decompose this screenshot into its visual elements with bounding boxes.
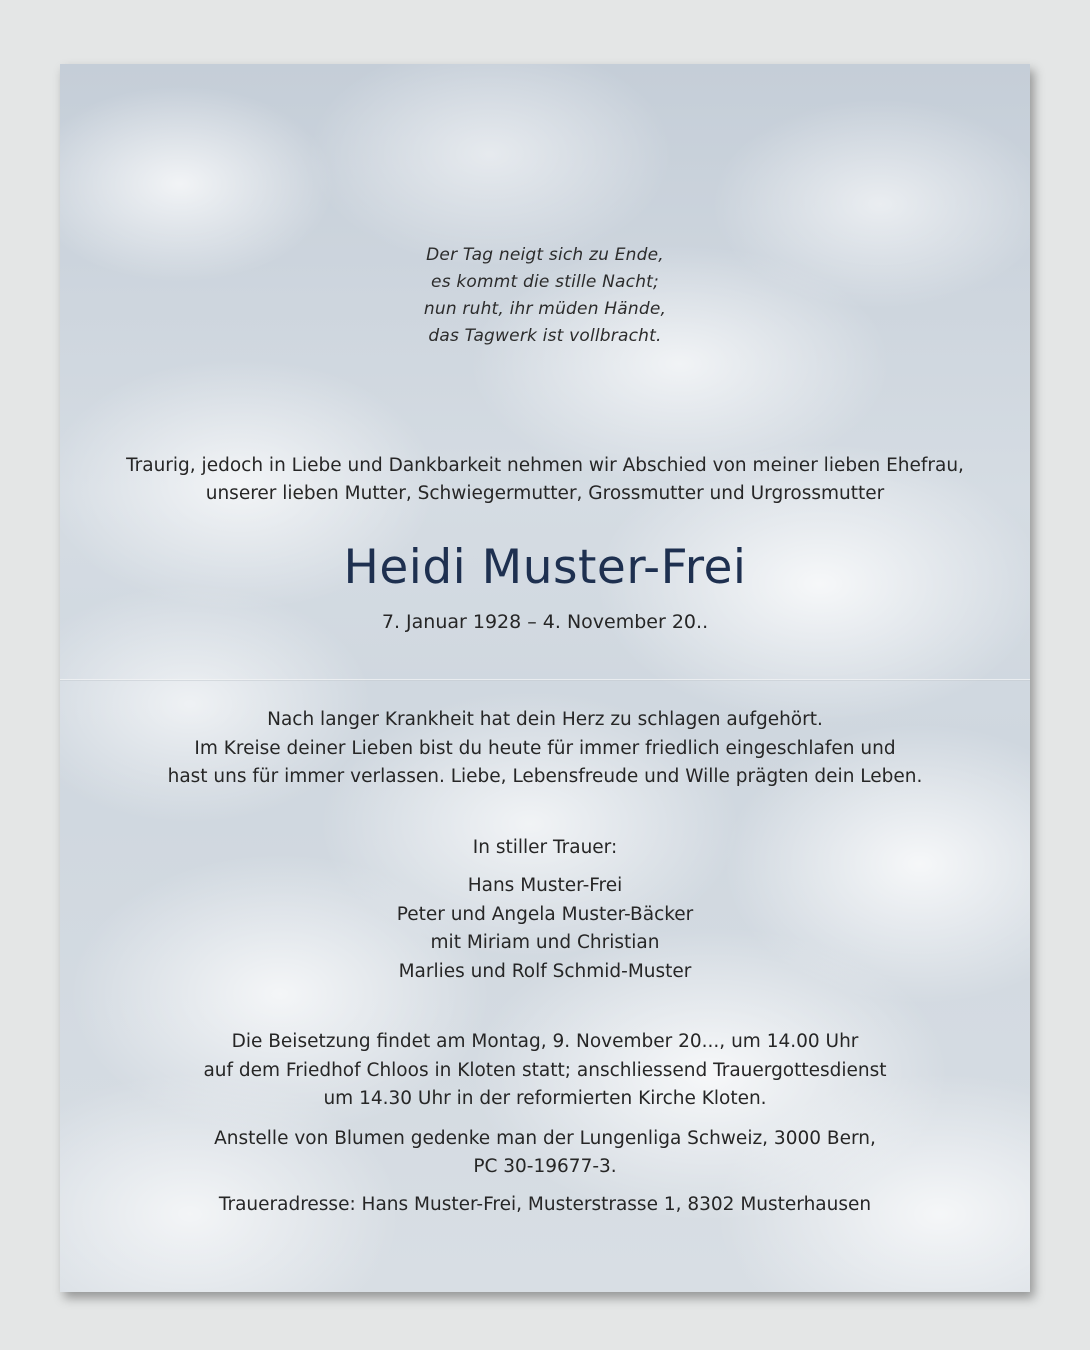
donation-info xyxy=(60,1125,1030,1181)
funeral-line: Die Beisetzung findet am Montag, 9. November 20..., um 14.00 Uhr xyxy=(231,1031,859,1052)
intro-line: Traurig, jedoch in Liebe und Dankbarkeit nehmen wir Abschied von meiner lieben Ehefrau, xyxy=(126,455,964,476)
message-line: Nach langer Krankheit hat dein Herz zu schlagen aufgehört. xyxy=(267,709,823,730)
mourning-title: In stiller Trauer: xyxy=(472,837,618,858)
message-line: hast uns für immer verlassen. Liebe, Lebensfreude und Wille prägten dein Leben. xyxy=(167,766,923,787)
poem xyxy=(60,242,1030,350)
intro-line: unserer lieben Mutter, Schwiegermutter, Grossmutter und Urgrossmutter xyxy=(205,483,885,504)
funeral-line: auf dem Friedhof Chloos in Kloten statt; anschliessend Trauergottesdienst xyxy=(203,1059,887,1081)
mourners-list xyxy=(60,872,1030,986)
poem-line: es kommt die stille Nacht; xyxy=(431,272,659,292)
life-dates: 7. Januar 1928 – 4. November 20.. xyxy=(381,611,709,633)
mourning-address: Traueradresse: Hans Muster-Frei, Musterstrasse 1, 8302 Musterhausen xyxy=(218,1194,872,1215)
mourner-name: mit Miriam und Christian xyxy=(430,932,660,953)
message-text xyxy=(60,706,1030,792)
message-line: Im Kreise deiner Lieben bist du heute für immer friedlich eingeschlafen und xyxy=(194,737,896,759)
mourner-name: Hans Muster-Frei xyxy=(467,875,623,896)
funeral-line: um 14.30 Uhr in der reformierten Kirche Kloten. xyxy=(323,1088,767,1109)
obituary-card xyxy=(60,64,1030,1292)
poem-line: nun ruht, ihr müden Hände, xyxy=(423,299,667,319)
poem-line: das Tagwerk ist vollbracht. xyxy=(428,326,662,346)
deceased-name: Heidi Muster-Frei xyxy=(343,540,747,595)
fold-line xyxy=(60,679,1030,681)
intro-text xyxy=(60,452,1030,508)
poem-line: Der Tag neigt sich zu Ende, xyxy=(426,245,664,265)
mourner-name: Peter und Angela Muster-Bäcker xyxy=(396,903,694,925)
donation-line: PC 30-19677-3. xyxy=(473,1156,617,1177)
mourner-name: Marlies und Rolf Schmid-Muster xyxy=(398,960,692,982)
donation-line: Anstelle von Blumen gedenke man der Lungenliga Schweiz, 3000 Bern, xyxy=(214,1128,876,1149)
funeral-info xyxy=(60,1028,1030,1114)
